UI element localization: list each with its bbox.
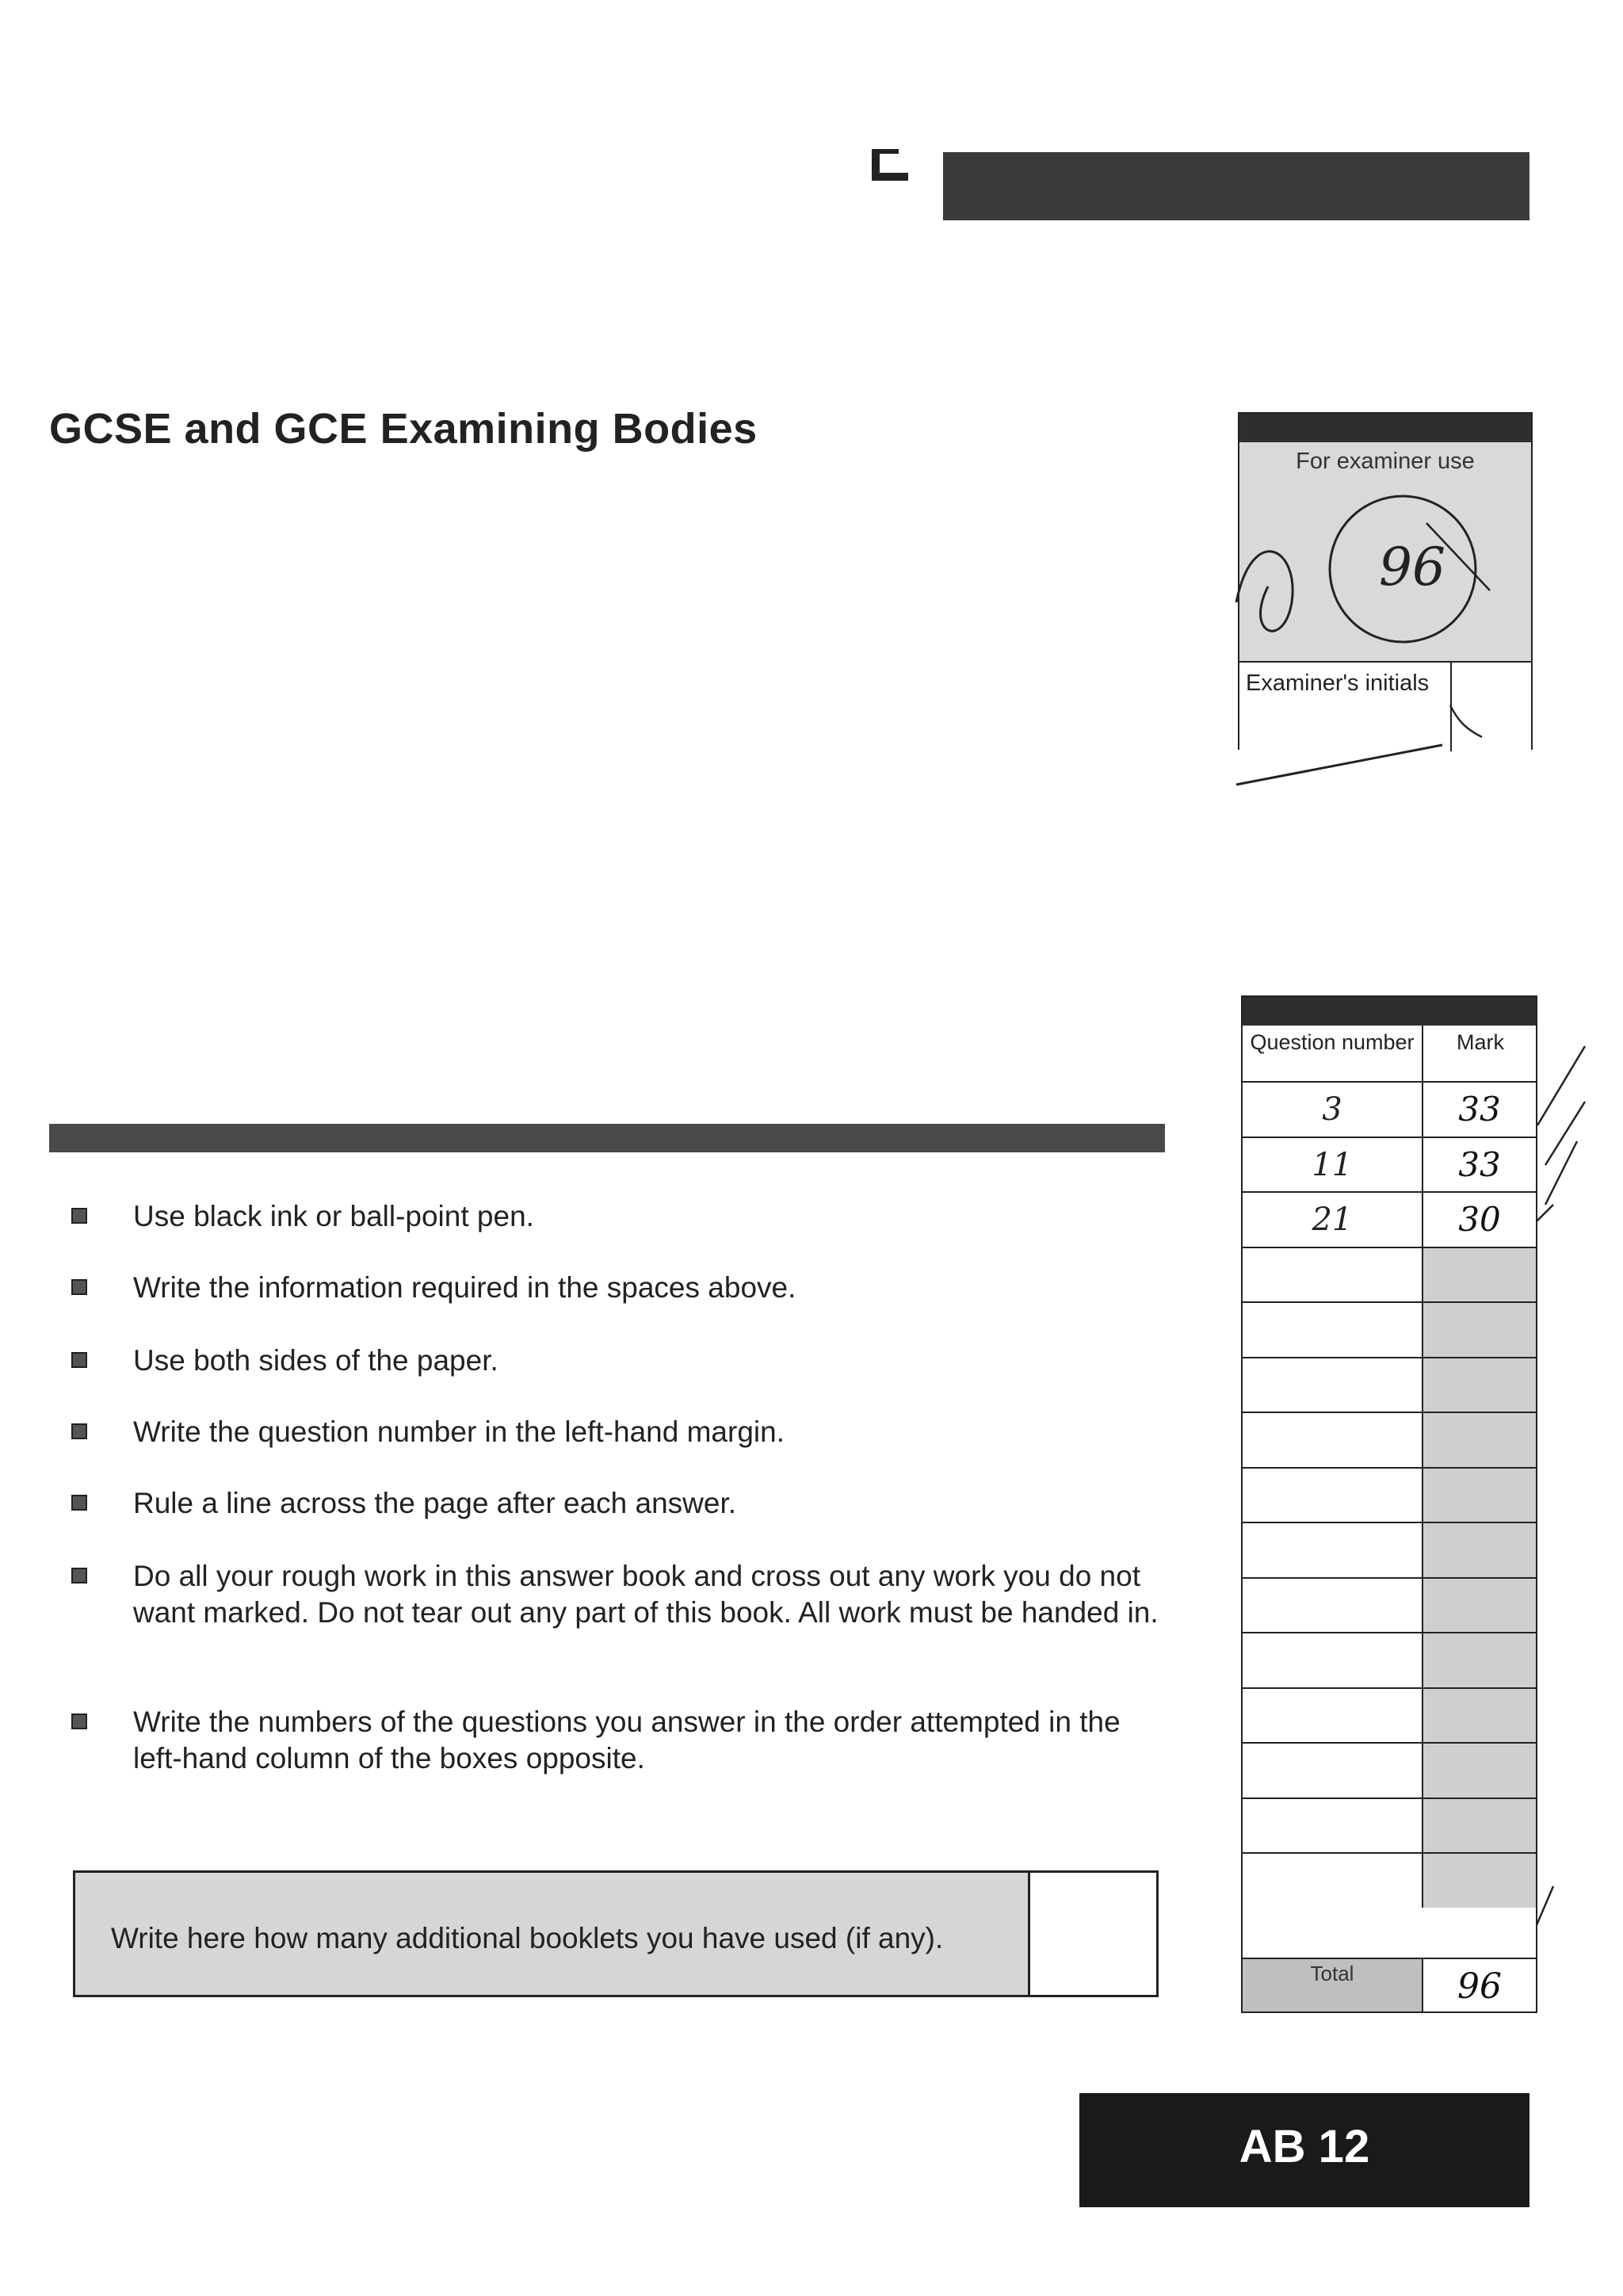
table-row — [1243, 1577, 1536, 1633]
question-number-cell[interactable] — [1243, 1799, 1423, 1853]
question-number-cell[interactable] — [1243, 1469, 1423, 1522]
marks-table — [1241, 995, 1537, 2013]
instruction-item: Rule a line across the page after each answer. — [71, 1485, 1165, 1522]
question-number-cell[interactable] — [1243, 1579, 1423, 1633]
question-number-cell[interactable] — [1243, 1358, 1423, 1412]
instruction-item: Use black ink or ball-point pen. — [71, 1198, 1165, 1235]
instruction-item: Write the numbers of the questions you answer in the order attempted in the left-hand column of the boxes opposite. — [71, 1704, 1165, 1777]
total-row — [1243, 1958, 1536, 2011]
booklet-code: AB 12 — [1239, 2121, 1370, 2172]
booklet-code-block — [1079, 2093, 1529, 2207]
question-number-cell[interactable] — [1243, 1854, 1423, 1908]
column-header-mark: Mark — [1457, 1030, 1504, 1054]
instruction-item: Write the question number in the left-hand margin. — [71, 1414, 1165, 1450]
examiner-use-label: For examiner use — [1296, 449, 1475, 474]
table-row — [1243, 1301, 1536, 1357]
question-number-cell[interactable]: 21 — [1243, 1193, 1423, 1247]
table-row — [1243, 1852, 1536, 1908]
question-number-cell[interactable] — [1243, 1523, 1423, 1577]
bullet-icon — [71, 1568, 87, 1584]
additional-booklets-box — [73, 1870, 1159, 1997]
mark-cell[interactable]: 33 — [1423, 1083, 1536, 1137]
marks-table-header-bar — [1243, 997, 1536, 1026]
table-row — [1243, 1357, 1536, 1412]
question-number-cell[interactable] — [1243, 1303, 1423, 1357]
instruction-item: Do all your rough work in this answer book and cross out any work you do not want marked. Do not tear out any part of this book. All work must be handed in. — [71, 1558, 1165, 1631]
question-number-cell[interactable] — [1243, 1248, 1423, 1302]
mark-cell[interactable] — [1423, 1854, 1536, 1908]
table-row — [1243, 1687, 1536, 1743]
total-label: Total — [1243, 1959, 1423, 2011]
question-number-cell[interactable] — [1243, 1689, 1423, 1743]
column-header-question: Question number — [1243, 1026, 1423, 1081]
bullet-icon — [71, 1713, 87, 1729]
table-row — [1243, 1247, 1536, 1302]
logo-mark — [872, 149, 908, 181]
mark-cell[interactable] — [1423, 1579, 1536, 1633]
booklets-prompt-area — [75, 1873, 1030, 1995]
table-row — [1243, 1081, 1536, 1137]
question-number-cell[interactable] — [1243, 1744, 1423, 1797]
examiner-initials-cell[interactable] — [1450, 663, 1531, 751]
examiner-initials-label: Examiner's initials — [1246, 670, 1430, 696]
mark-cell[interactable] — [1423, 1799, 1536, 1853]
mark-cell[interactable] — [1423, 1358, 1536, 1412]
bullet-icon — [71, 1352, 87, 1368]
question-number-cell[interactable] — [1243, 1633, 1423, 1687]
examiner-use-box — [1238, 412, 1533, 750]
table-row — [1243, 1742, 1536, 1797]
table-row — [1243, 1467, 1536, 1522]
mark-cell[interactable]: 30 — [1423, 1193, 1536, 1247]
table-row — [1243, 1522, 1536, 1577]
mark-cell[interactable] — [1423, 1413, 1536, 1467]
instructions-bar — [49, 1124, 1165, 1152]
question-number-cell[interactable]: 11 — [1243, 1138, 1423, 1192]
mark-cell[interactable] — [1423, 1248, 1536, 1302]
header-bar — [943, 152, 1529, 220]
table-row — [1243, 1632, 1536, 1687]
question-number-cell[interactable]: 3 — [1243, 1083, 1423, 1137]
examiner-circled-total: 96 — [1379, 537, 1445, 598]
mark-cell[interactable] — [1423, 1303, 1536, 1357]
examiner-initials-row[interactable] — [1239, 661, 1531, 751]
mark-cell[interactable] — [1423, 1633, 1536, 1687]
examiner-box-header — [1239, 414, 1531, 442]
mark-cell[interactable] — [1423, 1744, 1536, 1797]
bullet-icon — [71, 1208, 87, 1224]
mark-cell[interactable]: 33 — [1423, 1138, 1536, 1192]
bullet-icon — [71, 1279, 87, 1295]
booklets-count-field[interactable] — [1030, 1873, 1156, 1995]
bullet-icon — [71, 1423, 87, 1439]
instruction-item: Use both sides of the paper. — [71, 1343, 1165, 1379]
mark-cell[interactable] — [1423, 1523, 1536, 1577]
table-row — [1243, 1412, 1536, 1467]
table-row — [1243, 1797, 1536, 1853]
page-title: GCSE and GCE Examining Bodies — [49, 405, 758, 453]
booklets-prompt: Write here how many additional booklets you have used (if any). — [111, 1922, 944, 1954]
table-row — [1243, 1137, 1536, 1192]
total-value[interactable]: 96 — [1457, 1966, 1502, 2007]
mark-cell[interactable] — [1423, 1689, 1536, 1743]
mark-cell[interactable] — [1423, 1469, 1536, 1522]
instruction-item: Write the information required in the spaces above. — [71, 1270, 1165, 1306]
question-number-cell[interactable] — [1243, 1413, 1423, 1467]
table-row — [1243, 1191, 1536, 1247]
bullet-icon — [71, 1495, 87, 1511]
